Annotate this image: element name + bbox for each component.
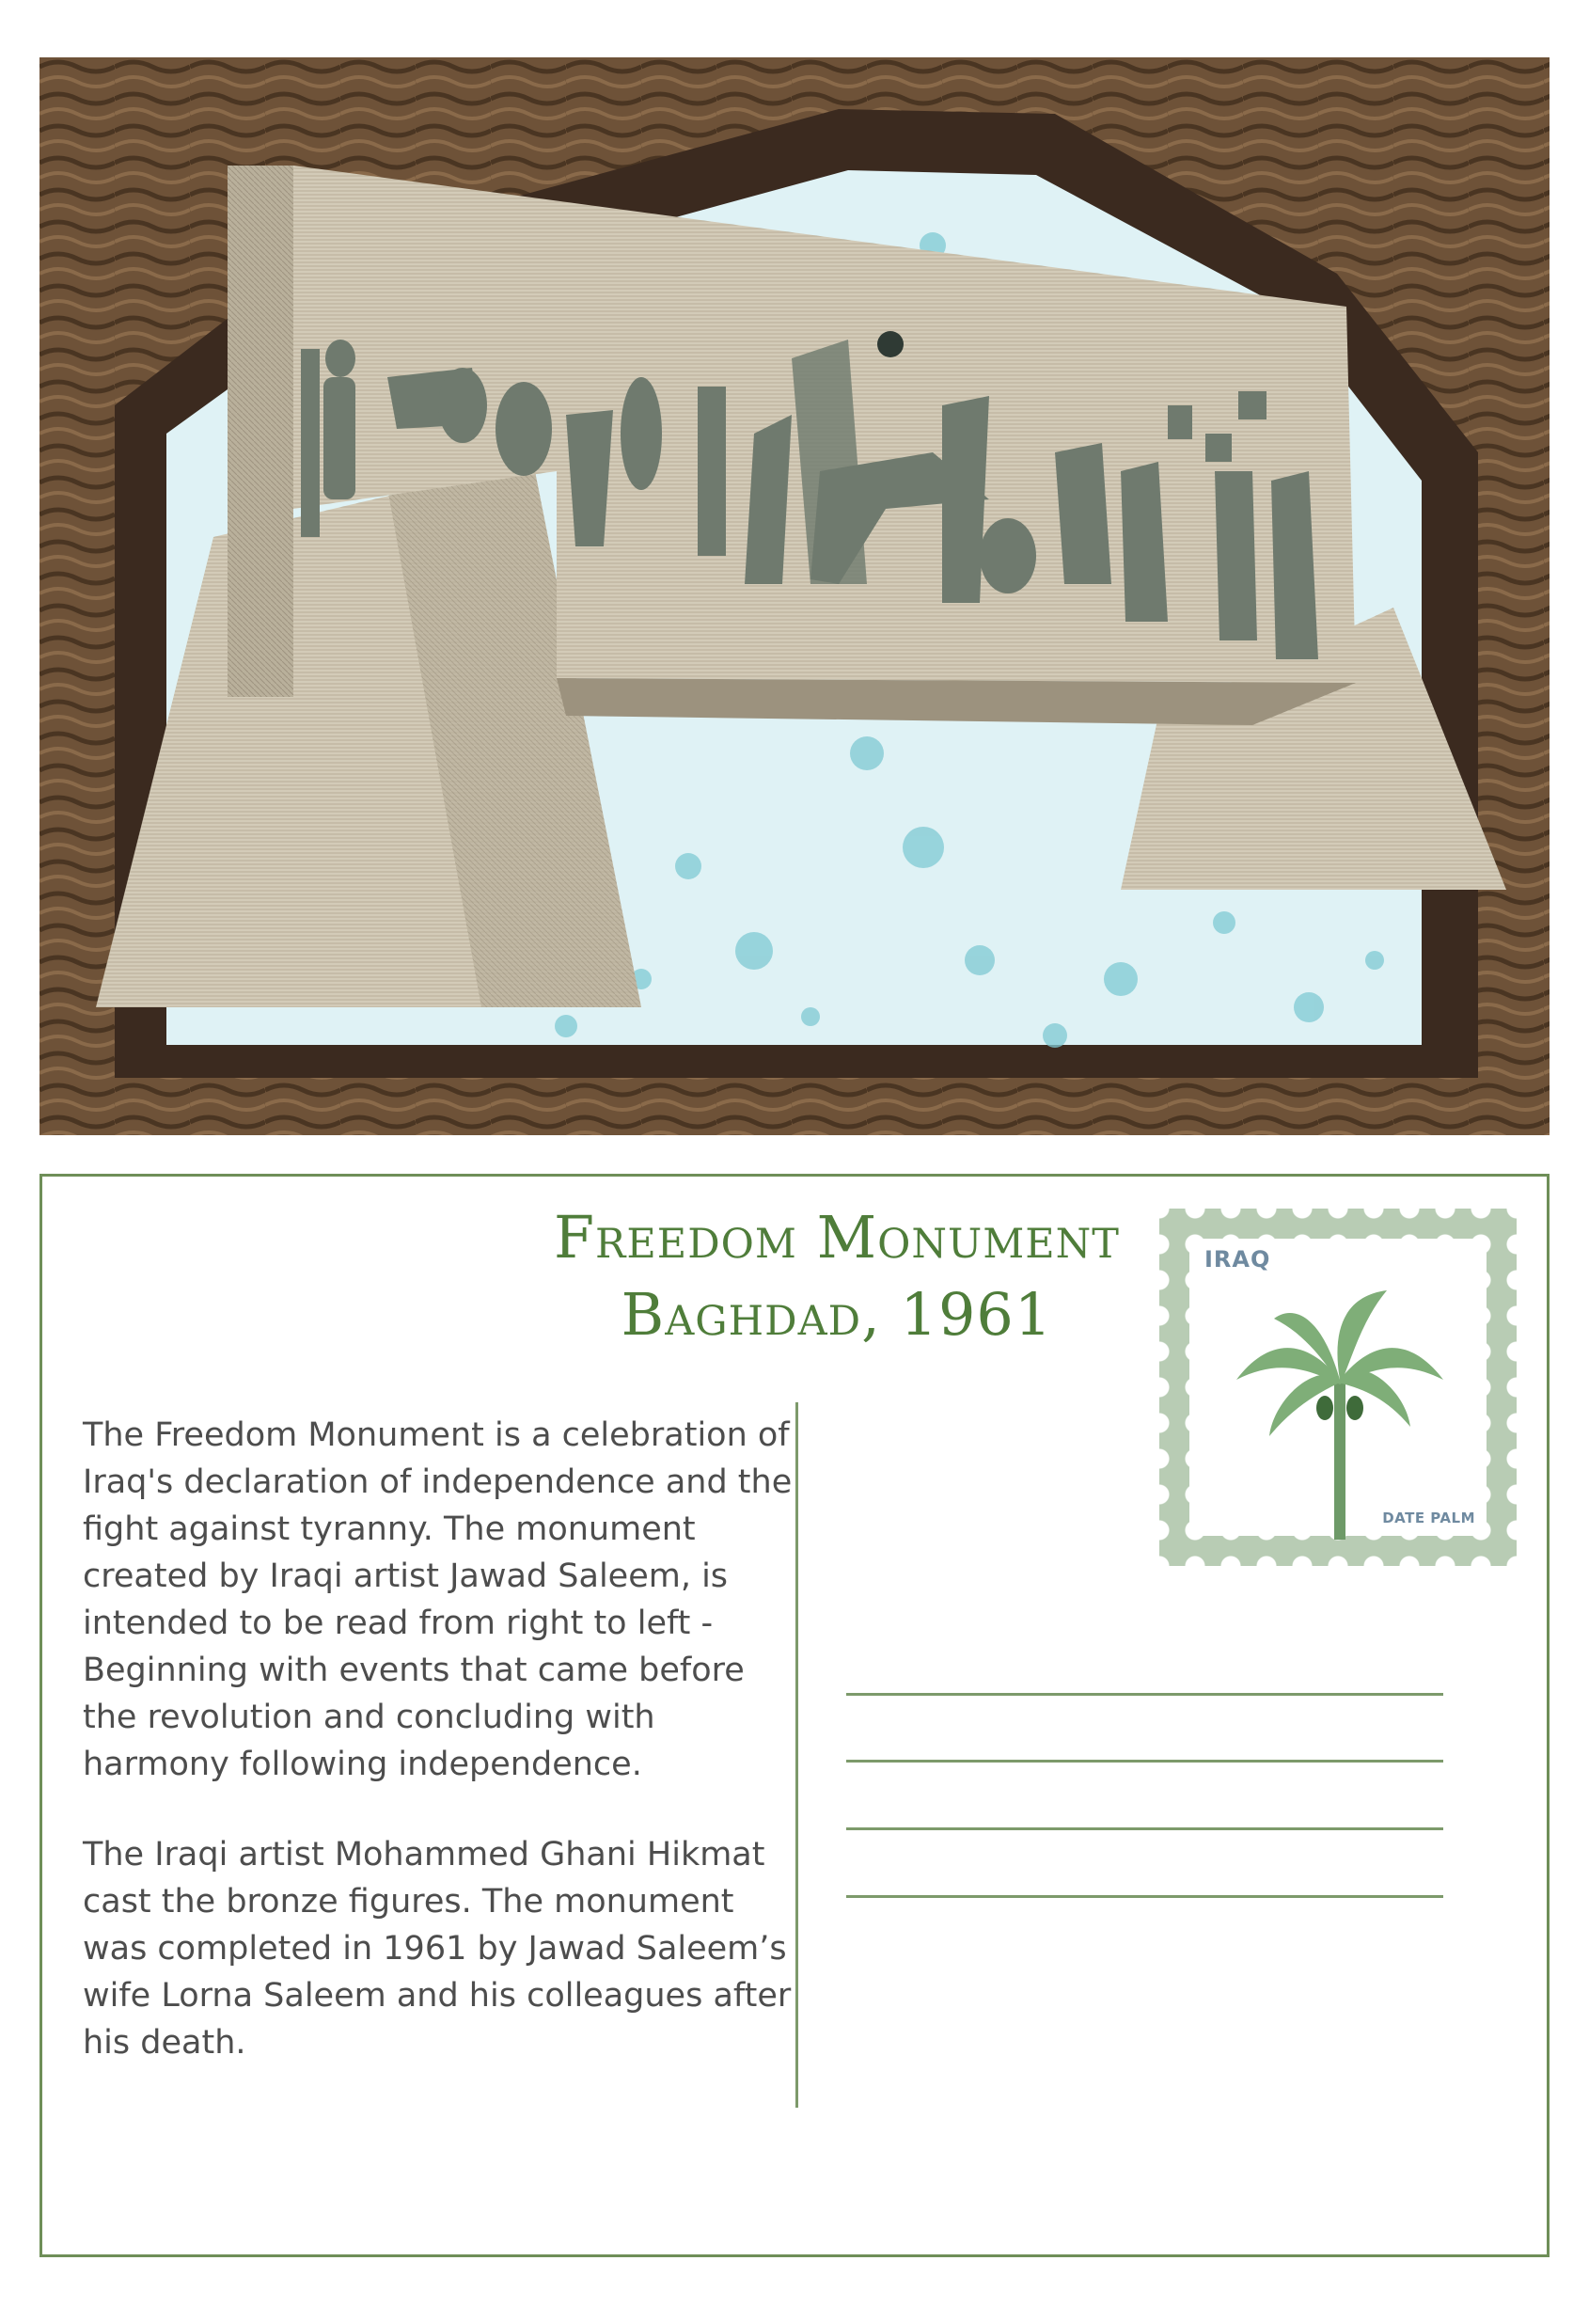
address-line [846,1760,1443,1763]
stamp-caption: DATE PALM [1382,1510,1475,1526]
address-line [846,1693,1443,1696]
stamp-face [1189,1239,1487,1536]
address-line [846,1827,1443,1830]
postcard-back [39,1174,1550,2257]
address-line [846,1895,1443,1898]
monument-illustration-svg [39,57,1550,1135]
stamp-country: IRAQ [1204,1246,1271,1273]
credits-paragraph: The Iraqi artist Mohammed Ghani Hikmat cast the bronze figures. The monument was completed in 1961 by Jawad Saleem’s wife Lorna Saleem and his colleagues after his death. [83,1836,792,2062]
message-address-divider [795,1402,798,2108]
description-paragraph: The Freedom Monument is a celebration of Iraq's declaration of independence and the fight against tyranny. The monument created by Iraqi artist Jawad Saleem, is intended to be read from right to left - Beginning with events that came before the revolution and concluding with harmony following independence. [83,1416,793,1783]
postage-stamp [1159,1209,1517,1566]
postcard-subtitle: Baghdad, 1961 [621,1280,1053,1349]
postcard-title: Freedom Monument [554,1203,1120,1272]
date-palm-icon [1227,1276,1453,1540]
monument-illustration [39,57,1550,1135]
